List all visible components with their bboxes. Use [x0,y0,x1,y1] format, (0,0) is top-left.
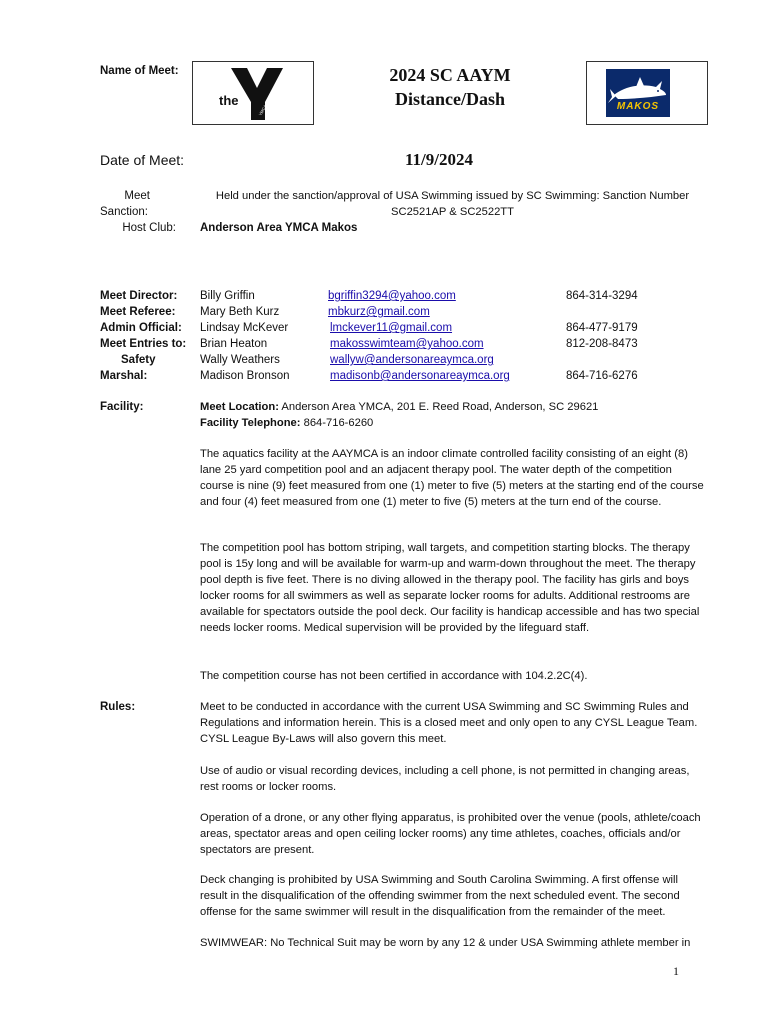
marshal-label: Marshal: [100,370,148,382]
page-number: 1 [673,964,679,978]
sanction-label [100,188,176,220]
officials-phones [566,288,638,384]
meet-entries-label: Meet Entries to: [100,338,187,350]
meet-director-email-link[interactable]: bgriffin3294@yahoo.com [328,290,456,302]
sanction-label-line2: Sanction: [100,206,148,218]
meet-referee-phone [566,304,638,320]
meet-title [330,63,570,111]
host-club-label: Host Club: [122,222,176,234]
officials-emails [328,288,510,384]
date-value: 11/9/2024 [405,150,474,169]
meet-entries-phone: 812-208-8473 [566,338,638,350]
sanction-number: SC2521AP & SC2522TT [391,206,514,218]
meet-title-line1: 2024 SC AAYM [389,65,511,85]
meet-director-phone: 864-314-3294 [566,290,638,302]
rules-paragraph-2: Use of audio or visual recording devices, including a cell phone, is not permitted in changing areas, rest rooms or locker rooms. [200,765,690,793]
safety-marshal-phone [566,352,638,368]
makos-logo-box [586,61,708,125]
meet-entries-name: Brian Heaton [200,338,268,350]
ymca-logo [193,62,313,124]
meet-director-name: Billy Griffin [200,290,255,302]
rules-paragraph-4: Deck changing is prohibited by USA Swimming and South Carolina Swimming. A first offense will result in the disqualification of the offending swimmer from the next scheduled event. The second offense for the same swimmer will result in the disqualification from the remainder of the meet. [200,874,680,918]
facility-label: Facility: [100,401,144,413]
meet-entries-email-link[interactable]: makosswimteam@yahoo.com [330,338,484,350]
meet-referee-label: Meet Referee: [100,306,176,318]
safety-marshal-email-link[interactable]: wallyw@andersonareaymca.org [330,354,494,366]
marshal-name: Madison Bronson [200,370,290,382]
meet-title-line2: Distance/Dash [394,89,505,109]
marshal-phone: 864-716-6276 [566,370,638,382]
ymca-logo-box [192,61,314,125]
admin-official-phone: 864-477-9179 [566,322,638,334]
marshal-email-link[interactable]: madisonb@andersonareaymca.org [330,370,510,382]
makos-logo-text: MAKOS [616,101,660,112]
facility-paragraph-2: The competition pool has bottom striping, wall targets, and competition starting blocks. The therapy pool is 15y long and will be available for warm-up and warm-down throughout the meet. The therapy pool depth is five feet. There is no diving allowed in the therapy pool. The facility has girls and boys locker rooms for all swimmers as well as separate locker rooms for adults. Additional restrooms are available for spectators outside the pool deck. Our facility is handicap accessible and has two special needs locker rooms. Medical supervision will be provided by the lifeguard staff. [200,542,700,634]
safety-marshal-name: Wally Weathers [200,354,280,366]
ymca-logo-small: YMCA [257,103,268,117]
sanction-label-line1: Meet [124,190,150,202]
meet-director-label: Meet Director: [100,290,178,302]
safety-label: Safety [121,354,156,366]
host-club-value: Anderson Area YMCA Makos [200,222,358,234]
facility-paragraph-3: The competition course has not been certified in accordance with 104.2.2C(4). [200,670,588,682]
rules-paragraph-5: SWIMWEAR: No Technical Suit may be worn by any 12 & under USA Swimming athlete member in [200,937,691,949]
officials-names [200,288,290,384]
meet-referee-email-link[interactable]: mbkurz@gmail.com [328,306,430,318]
rules-paragraph-1: Meet to be conducted in accordance with the current USA Swimming and SC Swimming Rules and Regulations and information herein. This is a closed meet and only open to any CYSL League Team. CYSL League By-Laws will also govern this meet. [200,701,698,745]
rules-label: Rules: [100,701,136,713]
makos-logo [606,69,670,117]
meet-referee-name: Mary Beth Kurz [200,306,280,318]
rules-paragraph-3: Operation of a drone, or any other flying apparatus, is prohibited over the venue (pools, athlete/coach areas, spectator areas and open ceiling locker rooms) any time athletes, coaches, officials and/or spectators are present. [200,812,701,856]
facility-telephone-label: Facility Telephone: [200,417,301,429]
admin-official-email-link[interactable]: lmckever11@gmail.com [330,322,453,334]
facility-telephone-value: 864-716-6260 [300,417,374,429]
admin-official-label: Admin Official: [100,322,182,334]
ymca-logo-the: the [219,93,239,108]
facility-telephone [200,415,373,431]
name-of-meet-label: Name of Meet: [100,65,179,77]
meet-location-value: Anderson Area YMCA, 201 E. Reed Road, Anderson, SC 29621 [278,401,599,413]
facility-paragraph-1: The aquatics facility at the AAYMCA is an indoor climate controlled facility consisting of an eight (8) lane 25 yard competition pool and an adjacent therapy pool. The water depth of the competition course is nine (9) feet measured from one (1) meter to five (5) meters at the starting end of the course and four (4) feet measured from one (1) meter to five (5) meters at the turn end of the course. [200,448,704,508]
sanction-text [200,188,705,220]
admin-official-name: Lindsay McKever [200,322,289,334]
date-label: Date of Meet: [100,152,185,168]
meet-location-label: Meet Location: [200,401,279,413]
sanction-text-line1: Held under the sanction/approval of USA Swimming issued by SC Swimming: Sanction Number [215,190,690,202]
officials-labels [100,288,186,384]
meet-location [200,399,598,415]
